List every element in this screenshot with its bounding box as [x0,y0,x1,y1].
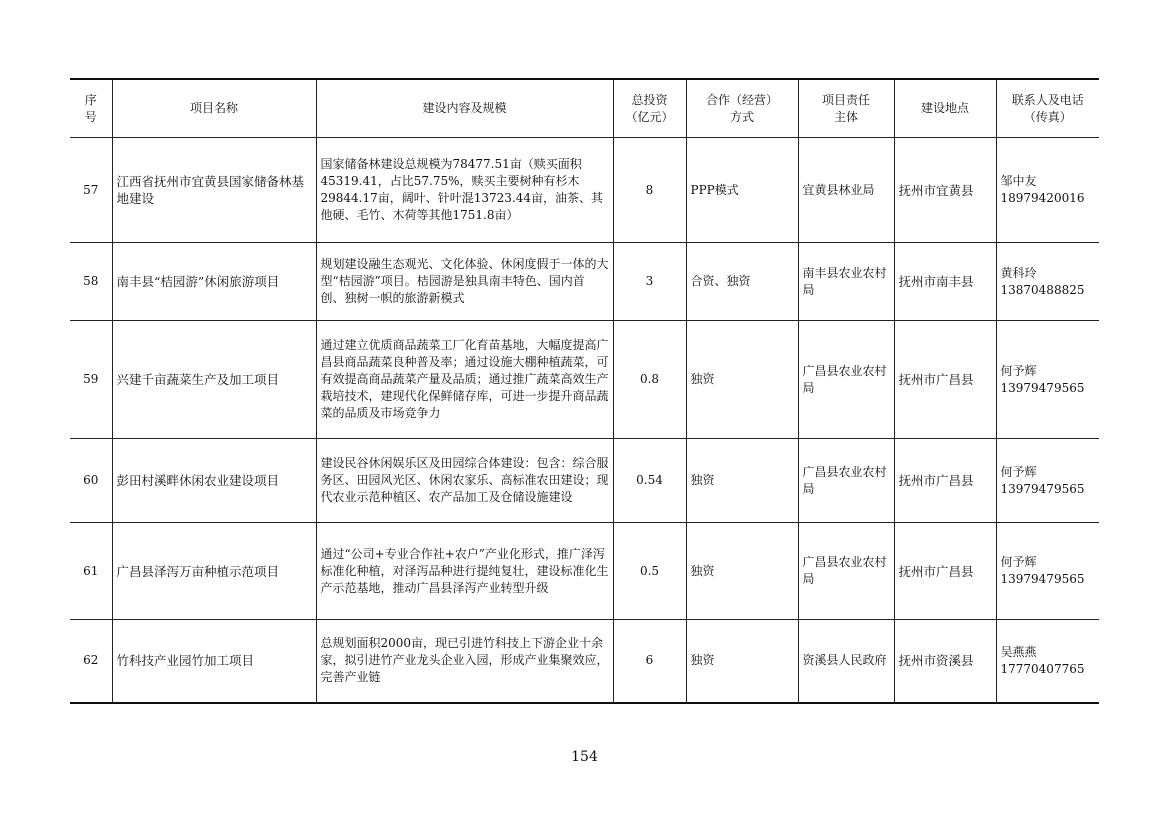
cell-seq: 59 [70,321,112,439]
cell-location: 抚州市广昌县 [894,321,996,439]
cell-owner: 广昌县农业农村局 [798,439,894,523]
cell-seq: 58 [70,243,112,321]
contact-phone: 13979479565 [1000,572,1085,586]
contact-phone: 17770407765 [1000,661,1085,676]
cell-contact [996,321,1099,439]
cell-investment: 8 [613,138,686,243]
page-number: 154 [571,749,598,765]
header-content: 建设内容及规模 [316,79,613,138]
cell-content: 总规划面积2000亩，现已引进竹科技上下游企业十余家，拟引进竹产业龙头企业入园，形成产业集聚效应，完善产业链 [316,620,613,703]
header-seq: 序号 [70,79,112,138]
cell-mode: 独资 [686,439,798,523]
cell-investment: 6 [613,620,686,703]
cell-mode: 合资、独资 [686,243,798,321]
cell-owner: 南丰县农业农村局 [798,243,894,321]
cell-mode: 独资 [686,321,798,439]
contact-phone: 13870488825 [1000,282,1085,297]
cell-mode: 独资 [686,523,798,620]
contact-name: 何予辉 [1000,555,1037,569]
cell-owner: 宜黄县林业局 [798,138,894,243]
header-location: 建设地点 [894,79,996,138]
cell-location: 抚州市宜黄县 [894,138,996,243]
cell-contact [996,243,1099,321]
table-row [70,321,1099,439]
cell-name: 竹科技产业园竹加工项目 [112,620,316,703]
cell-location: 抚州市资溪县 [894,620,996,703]
cell-name: 广昌县泽泻万亩种植示范项目 [112,523,316,620]
contact-name: 邹中友 [1000,174,1037,188]
cell-contact [996,523,1099,620]
cell-investment: 0.5 [613,523,686,620]
table-row [70,243,1099,321]
project-table [70,78,1099,704]
cell-content: 国家储备林建设总规模为78477.51亩（赎买面积45319.41，占比57.75%，赎买主要树种有杉木29844.17亩，阔叶、针叶混13723.44亩，油茶、其他硬、毛竹、木荷等其他1751.8亩） [316,138,613,243]
contact-phone: 13979479565 [1000,481,1085,496]
table-row [70,138,1099,243]
cell-content: 通过“公司+专业合作社+农户”产业化形式，推广泽泻标准化种植，对泽泻品种进行提纯复壮，建设标准化生产示范基地，推动广昌县泽泻产业转型升级 [316,523,613,620]
cell-location: 抚州市广昌县 [894,439,996,523]
cell-content: 建设民谷休闲娱乐区及田园综合体建设：包含：综合服务区、田园风光区、休闲农家乐、高标准农田建设；现代农业示范种植区、农产品加工及仓储设施建设 [316,439,613,523]
cell-owner: 广昌县农业农村局 [798,321,894,439]
cell-content: 通过建立优质商品蔬菜工厂化育苗基地，大幅度提高广昌县商品蔬菜良种普及率；通过设施大棚种植蔬菜，可有效提高商品蔬菜产量及品质；通过推广蔬菜高效生产栽培技术，建现代化保鲜储存库，可进一步提升商品蔬菜的品质及市场竞争力 [316,321,613,439]
contact-name: 何予辉 [1000,464,1037,479]
header-mode: 合作（经营）方式 [686,79,798,138]
cell-owner: 广昌县农业农村局 [798,523,894,620]
header-contact: 联系人及电话（传真） [996,79,1099,138]
cell-investment: 3 [613,243,686,321]
cell-name: 兴建千亩蔬菜生产及加工项目 [112,321,316,439]
header-row [70,79,1099,138]
contact-name: 何予辉 [1000,363,1037,378]
contact-name: 吴燕燕 [1000,644,1037,659]
header-name: 项目名称 [112,79,316,138]
contact-phone: 18979420016 [1000,191,1085,205]
cell-contact [996,439,1099,523]
cell-name: 彭田村溪畔休闲农业建设项目 [112,439,316,523]
cell-mode: 独资 [686,620,798,703]
header-owner: 项目责任主体 [798,79,894,138]
cell-name: 南丰县“桔园游”休闲旅游项目 [112,243,316,321]
cell-contact [996,620,1099,703]
table-row [70,523,1099,620]
cell-seq: 61 [70,523,112,620]
cell-content: 规划建设融生态观光、文化体验、休闲度假于一体的大型“桔园游”项目。桔园游是独具南丰特色、国内首创、独树一帜的旅游新模式 [316,243,613,321]
contact-name: 黄科玲 [1000,265,1037,280]
cell-investment: 0.8 [613,321,686,439]
cell-owner: 资溪县人民政府 [798,620,894,703]
cell-name: 江西省抚州市宜黄县国家储备林基地建设 [112,138,316,243]
table-row [70,439,1099,523]
cell-location: 抚州市广昌县 [894,523,996,620]
header-investment: 总投资（亿元） [613,79,686,138]
table-row [70,620,1099,703]
cell-seq: 62 [70,620,112,703]
cell-seq: 60 [70,439,112,523]
cell-location: 抚州市南丰县 [894,243,996,321]
cell-contact [996,138,1099,243]
cell-seq: 57 [70,138,112,243]
contact-phone: 13979479565 [1000,380,1085,395]
cell-investment: 0.54 [613,439,686,523]
cell-mode: PPP模式 [686,138,798,243]
